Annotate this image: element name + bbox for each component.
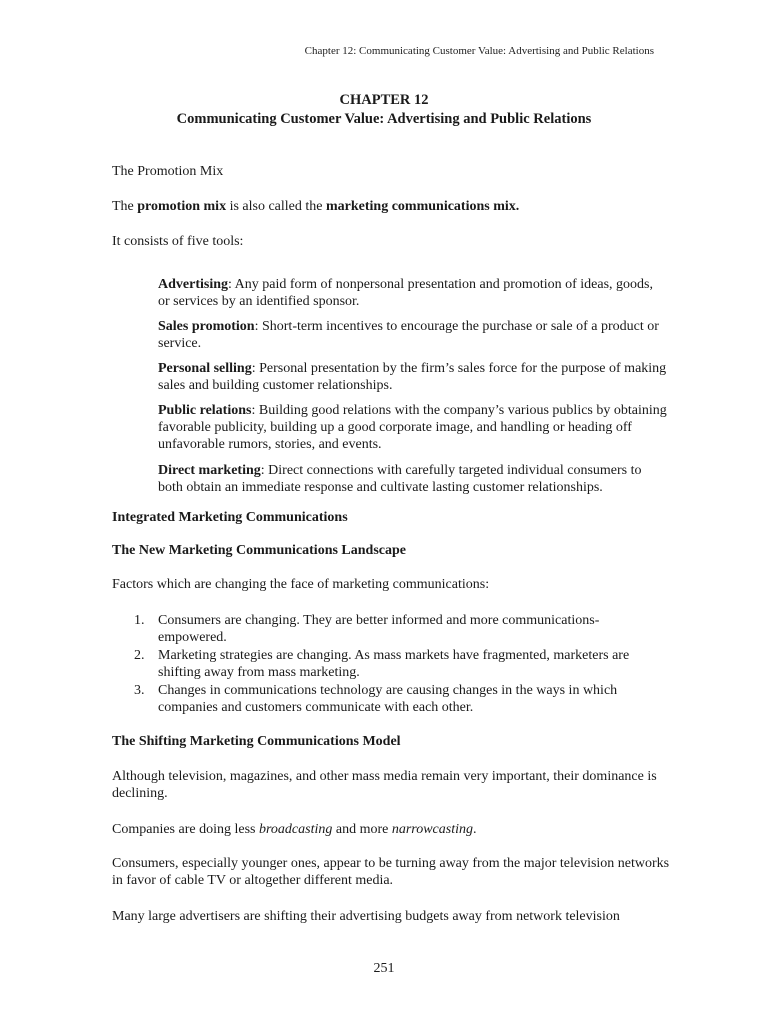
tool-term: Advertising bbox=[158, 277, 228, 292]
list-text: Marketing strategies are changing. As mass markets have fragmented, marketers are shifting away from mass marketing. bbox=[158, 648, 630, 680]
list-number: 3. bbox=[134, 683, 145, 698]
tool-personal-selling bbox=[158, 360, 668, 394]
tool-public-relations bbox=[158, 402, 668, 453]
tool-direct-marketing bbox=[158, 462, 668, 496]
broadcast-pre: Companies are doing less bbox=[112, 822, 259, 837]
paragraph-broadcasting bbox=[112, 821, 672, 838]
promotion-mix-heading: The Promotion Mix bbox=[112, 164, 224, 179]
running-head: Chapter 12: Communicating Customer Value: Advertising and Public Relations bbox=[304, 45, 654, 57]
tool-definition: : Building good relations with the company’s various publics by obtaining favorable publicity, building up a good corporate image, and handling or heading off unfavorable rumors, stories, and events. bbox=[158, 403, 667, 452]
broadcasting-term: broadcasting bbox=[258, 822, 333, 837]
tool-term: Direct marketing bbox=[158, 463, 261, 478]
broadcast-mid: and more bbox=[332, 822, 392, 837]
tool-term: Personal selling bbox=[158, 361, 252, 376]
tool-definition: : Direct connections with carefully targeted individual consumers to both obtain an immediate response and cultivate lasting customer relationships. bbox=[158, 463, 642, 495]
chapter-label: CHAPTER 12 bbox=[339, 92, 429, 108]
tool-term: Sales promotion bbox=[158, 319, 255, 334]
broadcast-post: . bbox=[473, 822, 477, 837]
list-number: 2. bbox=[134, 648, 145, 663]
tool-advertising bbox=[158, 276, 668, 310]
tool-sales-promotion bbox=[158, 318, 668, 352]
chapter-title: Communicating Customer Value: Advertising and Public Relations bbox=[176, 111, 592, 127]
five-tools-intro: It consists of five tools: bbox=[112, 234, 244, 249]
tool-term: Public relations bbox=[158, 403, 252, 418]
promotion-mix-term: promotion mix bbox=[137, 199, 227, 214]
page-number: 251 bbox=[373, 961, 395, 976]
tool-definition: : Short-term incentives to encourage the purchase or sale of a product or service. bbox=[158, 319, 659, 351]
paragraph-advertisers: Many large advertisers are shifting their advertising budgets away from network television bbox=[112, 909, 620, 924]
list-text: Consumers are changing. They are better informed and more communications-empowered. bbox=[158, 613, 600, 645]
paragraph-consumers: Consumers, especially younger ones, appear to be turning away from the major television networks in favor of cable TV or altogether different media. bbox=[112, 856, 670, 888]
landscape-heading: The New Marketing Communications Landscape bbox=[112, 543, 407, 558]
promo-mid: is also called the bbox=[226, 199, 326, 214]
tool-definition: : Personal presentation by the firm’s sales force for the purpose of making sales and building customer relationships. bbox=[158, 361, 667, 393]
imc-heading: Integrated Marketing Communications bbox=[112, 510, 348, 525]
tool-definition: : Any paid form of nonpersonal presentation and promotion of ideas, goods, or services by an identified sponsor. bbox=[158, 277, 653, 309]
marketing-communications-mix-term: marketing communications mix. bbox=[326, 199, 520, 214]
promotion-mix-definition bbox=[112, 198, 672, 215]
paragraph-mass-media: Although television, magazines, and other mass media remain very important, their dominance is declining. bbox=[112, 769, 657, 801]
list-text: Changes in communications technology are causing changes in the ways in which companies and customers communicate with each other. bbox=[158, 683, 618, 715]
list-number: 1. bbox=[134, 613, 145, 628]
shifting-heading: The Shifting Marketing Communications Model bbox=[112, 734, 401, 749]
factors-intro: Factors which are changing the face of marketing communications: bbox=[112, 577, 490, 592]
narrowcasting-term: narrowcasting bbox=[391, 822, 473, 837]
promo-pre: The bbox=[112, 199, 138, 214]
